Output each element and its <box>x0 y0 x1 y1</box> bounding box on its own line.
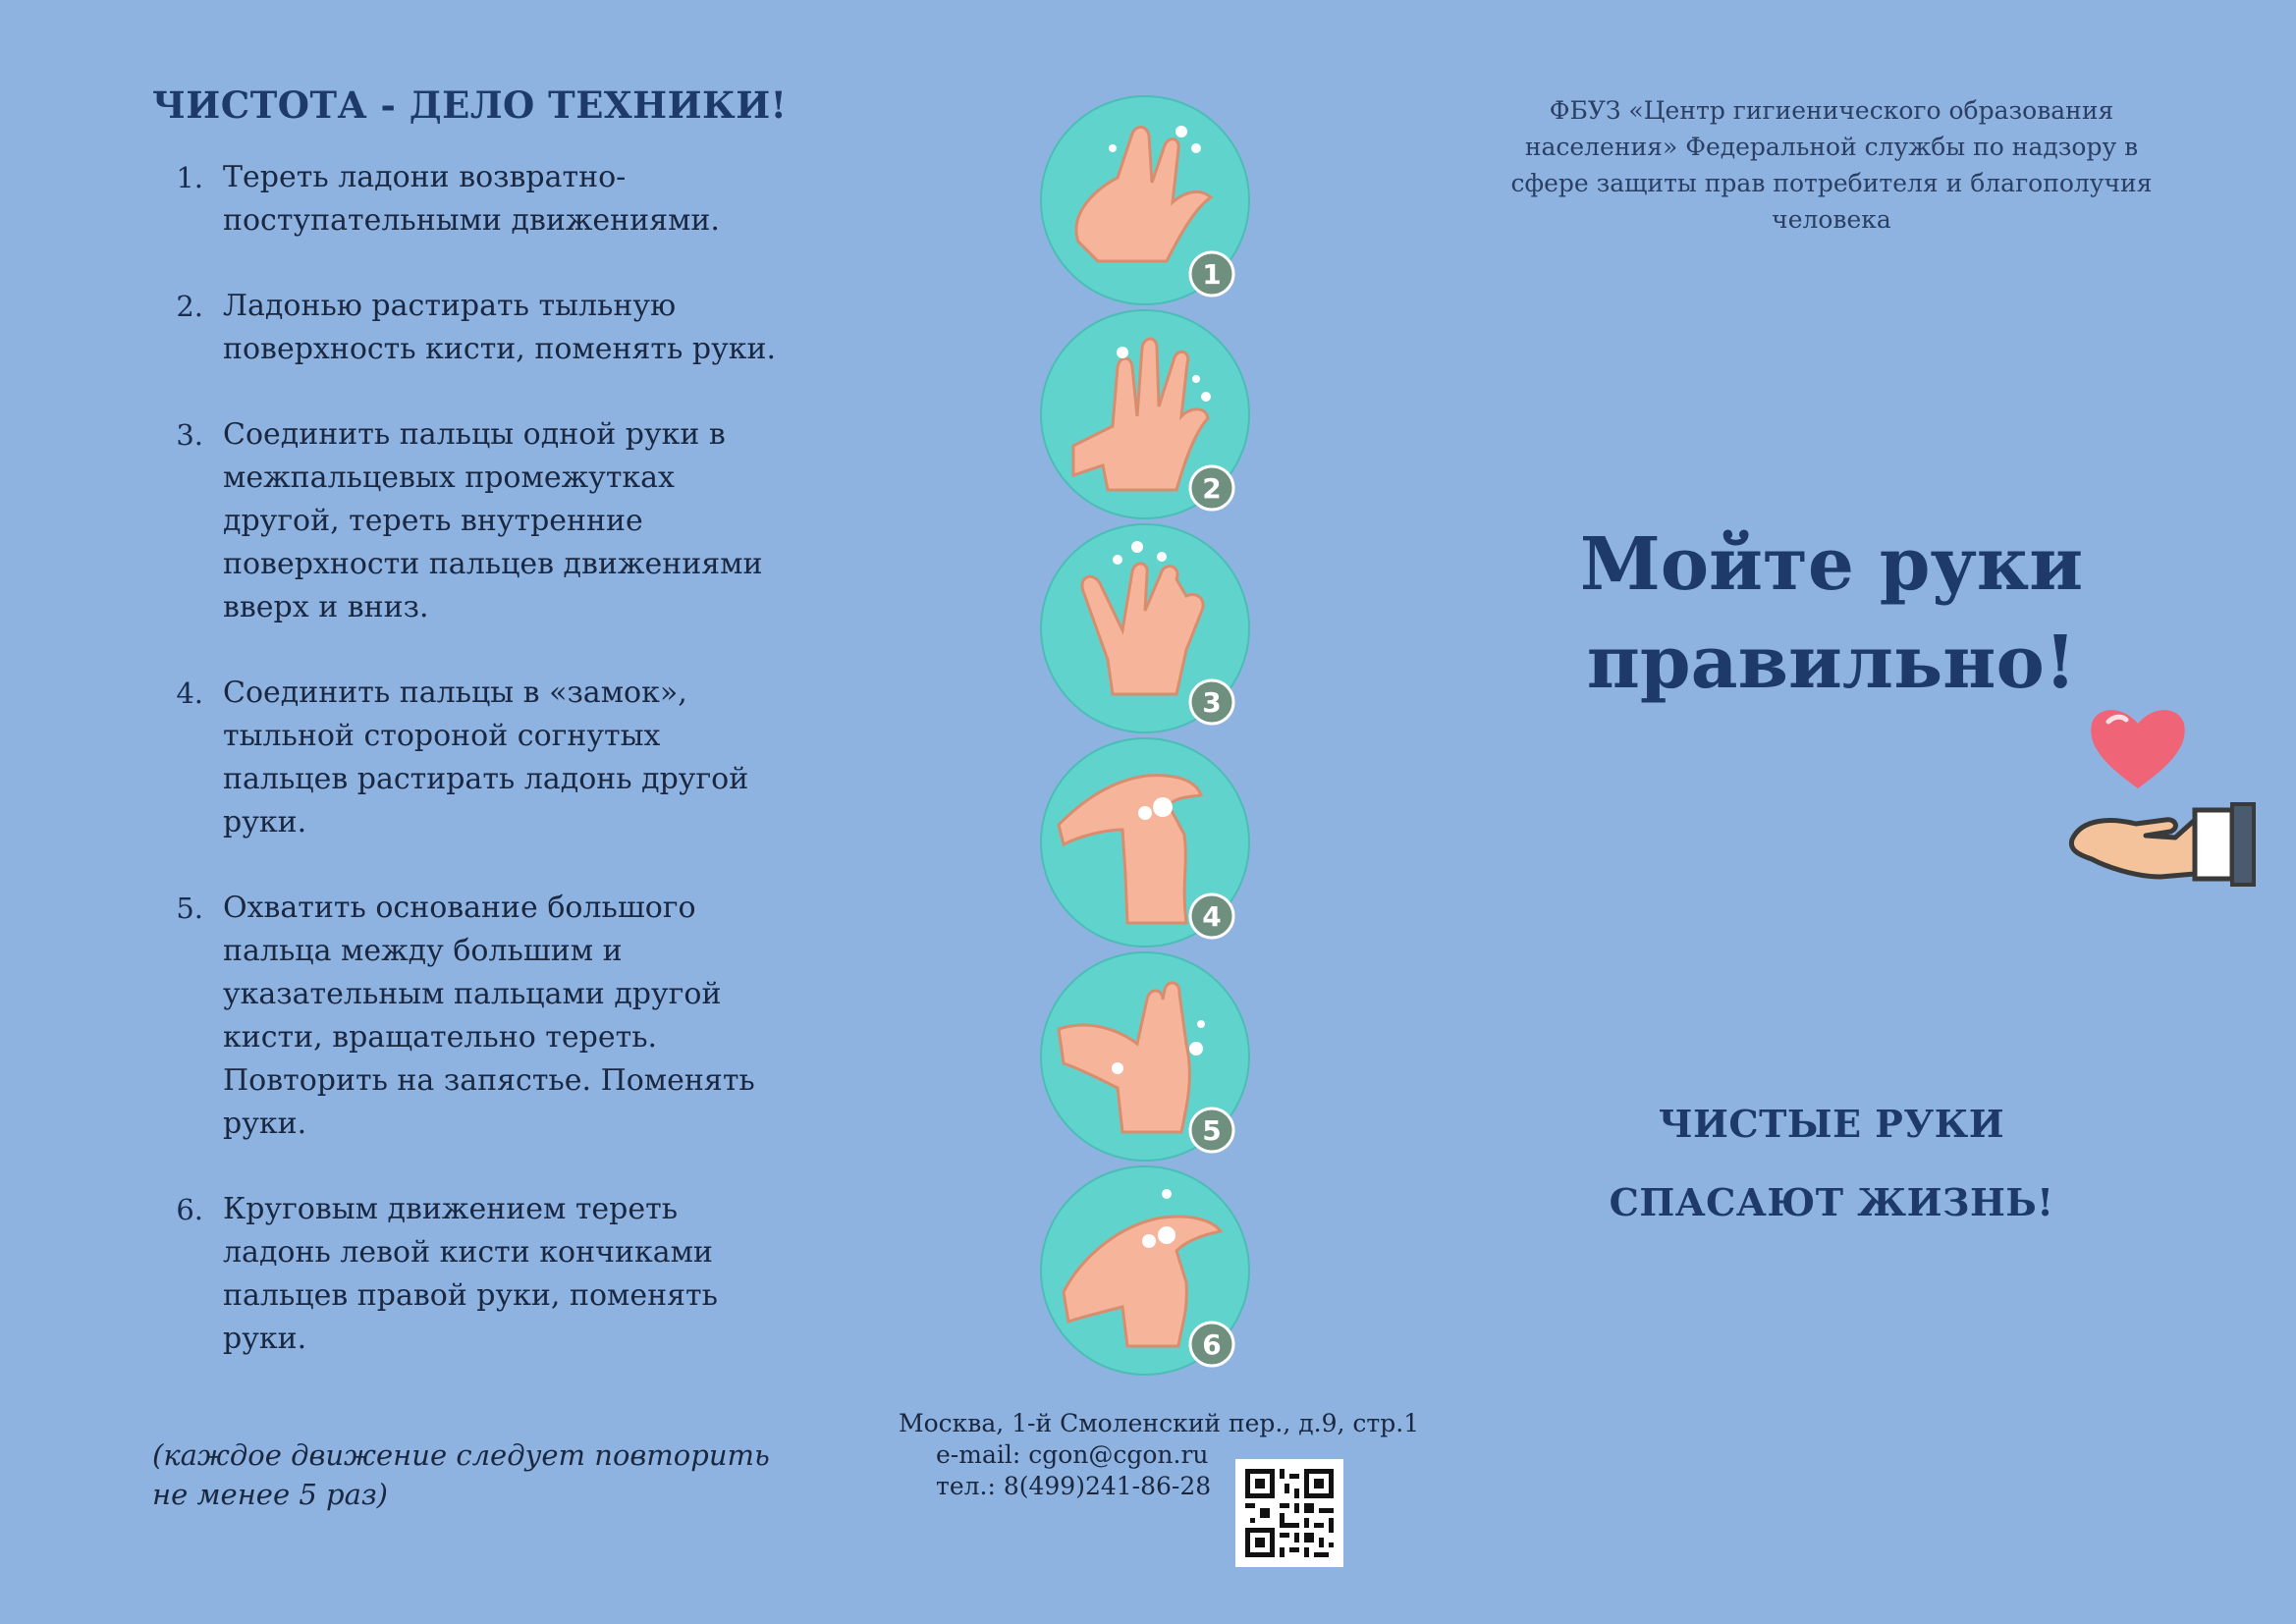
step-text: Охватить основание большого пальца между большим и указательным пальцами другой кисти, вращательно тереть. Повторить на запястье. Поменять руки. <box>223 891 755 1141</box>
handwash-step-2-icon <box>1039 308 1251 520</box>
title-line-2: правильно! <box>1586 621 2077 705</box>
step-item <box>152 1188 781 1361</box>
handwash-step-1-icon <box>1039 94 1251 306</box>
step-text: Тереть ладони возвратно-поступательными движениями. <box>223 160 720 238</box>
organization-name: ФБУЗ «Центр гигиенического образования населения» Федеральной службы по надзору в сфере защиты прав потребителя и благополучия человека <box>1510 96 2153 234</box>
step-number: 1. <box>176 161 203 194</box>
step-number: 2. <box>176 290 203 323</box>
handwash-step-5-icon <box>1039 950 1251 1163</box>
page-title <box>1532 515 2131 712</box>
step-text: Ладонью растирать тыльную поверхность кисти, поменять руки. <box>223 289 777 366</box>
step-item <box>152 672 781 844</box>
step-text: Соединить пальцы одной руки в межпальцевых промежутках другой, тереть внутренние поверхности пальцев движениями вверх и вниз. <box>223 417 763 624</box>
step-item <box>152 413 781 629</box>
step-badge: 3 <box>1202 686 1222 719</box>
step-item <box>152 156 781 243</box>
slogan-line-1: ЧИСТЫЕ РУКИ <box>1658 1102 2005 1146</box>
step-item <box>152 285 781 371</box>
handwash-step-6-icon <box>1039 1164 1251 1377</box>
repeat-note: (каждое движение следует повторить не менее 5 раз) <box>152 1438 770 1511</box>
instructions-panel <box>152 83 788 1403</box>
title-line-1: Мойте руки <box>1579 522 2084 607</box>
step-number: 3. <box>176 418 203 452</box>
step-number: 4. <box>176 677 203 710</box>
slogan-line-2: СПАСАЮТ ЖИЗНЬ! <box>1609 1180 2054 1224</box>
step-badge: 5 <box>1202 1114 1222 1147</box>
qr-code-icon <box>1235 1459 1343 1567</box>
heart-in-hand-icon <box>2067 702 2278 889</box>
handwash-step-3-icon <box>1039 522 1251 734</box>
step-item <box>152 887 781 1146</box>
step-badge: 6 <box>1202 1328 1222 1361</box>
step-text: Соединить пальцы в «замок», тыльной стороной согнутых пальцев растирать ладонь другой руки. <box>223 676 749 839</box>
step-badge: 2 <box>1202 472 1222 505</box>
handwash-icons-column <box>1039 94 1257 1380</box>
step-text: Круговым движением тереть ладонь левой кисти кончиками пальцев правой руки, поменять руки. <box>223 1192 718 1356</box>
step-number: 6. <box>176 1193 203 1226</box>
slogan <box>1532 1085 2131 1242</box>
address-text: Москва, 1-й Смоленский пер., д.9, стр.1 <box>899 1409 1420 1437</box>
step-number: 5. <box>176 892 203 925</box>
instructions-heading: ЧИСТОТА - ДЕЛО ТЕХНИКИ! <box>152 83 788 127</box>
step-badge: 4 <box>1202 900 1222 933</box>
email-text: e-mail: cgon@cgon.ru <box>936 1440 1209 1469</box>
handwash-step-4-icon <box>1039 736 1251 948</box>
steps-list <box>152 156 781 1361</box>
phone-text: тел.: 8(499)241-86-28 <box>936 1472 1212 1500</box>
step-badge: 1 <box>1202 258 1222 291</box>
